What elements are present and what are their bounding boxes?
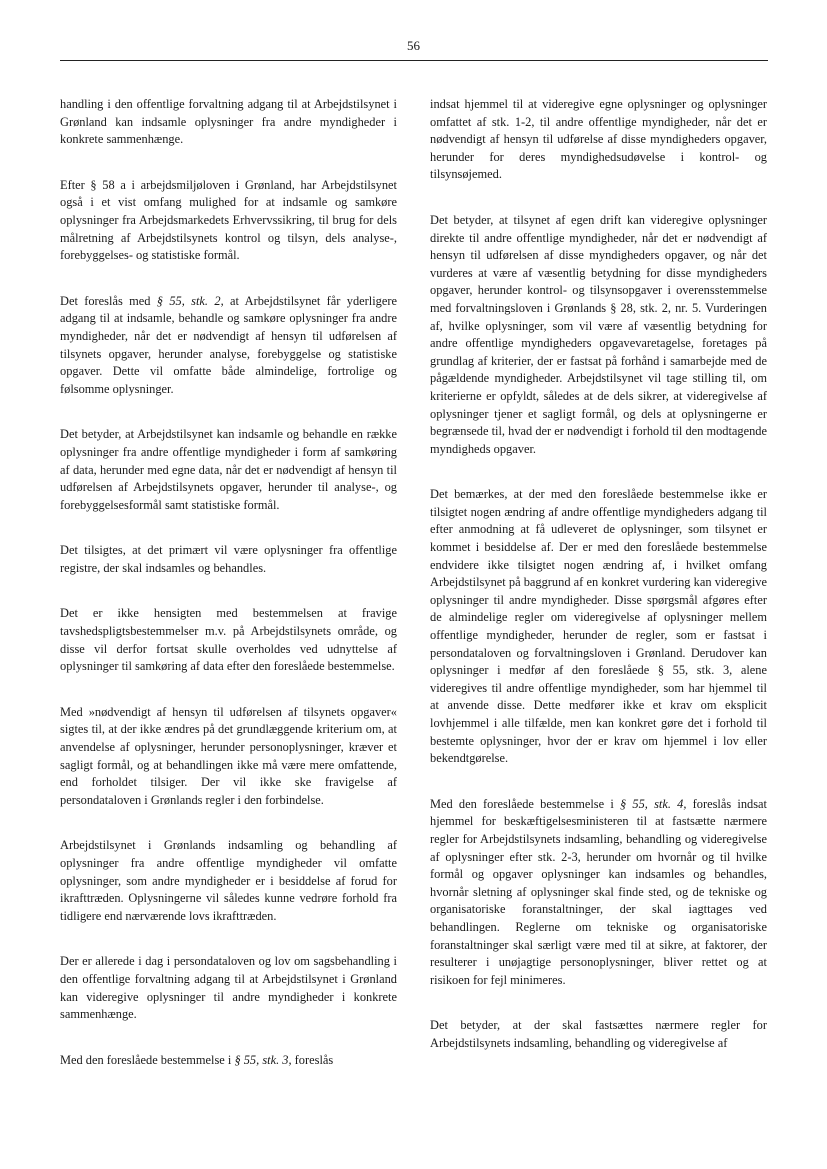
section-reference: § 55, stk. 2,	[156, 293, 224, 308]
right-column	[430, 96, 767, 1053]
paragraph-text: Det foreslås med	[60, 293, 157, 308]
paragraph-text: Med den foreslåede bestemmelse i	[60, 1052, 235, 1067]
section-reference: § 55, stk. 4,	[619, 796, 687, 811]
paragraph: handling i den offentlige forvaltning adgang til at Arbejdstilsynet i Grønland kan indsamle oplysninger fra andre myndigheder i konkrete sammenhænge.	[60, 97, 397, 147]
paragraph	[60, 1052, 397, 1070]
paragraph: Det betyder, at Arbejdstilsynet kan indsamle og behandle en række oplysninger fra andre offentlige myndigheder i form af samkøring af data, herunder med egne data, når det er nødvendigt af hensyn til udførelsen af Arbejdstilsynets opgaver, herunder til analyse-, og forebyggelsesformål samt statistiske formål.	[60, 427, 397, 512]
paragraph: indsat hjemmel til at videregive egne oplysninger og oplysninger omfattet af stk. 1-2, til andre offentlige myndigheder, når det er nødvendigt af hensyn til udførelse af disse myndigheders opgaver, herunder for deres myndighedsudøvelse i kontrol- og tilsynsøjemed.	[430, 97, 767, 182]
section-reference: § 55, stk. 3,	[234, 1052, 292, 1067]
header-rule	[60, 60, 768, 61]
paragraph: Med »nødvendigt af hensyn til udførelsen af tilsynets opgaver« sigtes til, at der ikke ændres på det grundlæggende kriterium om, at anvendelse af oplysninger, herunder personoplysninger, kræver et sagligt formål, og at behandlingen ikke må være mere omfattende, end forholdet tilsiger. Der vil ikke ske fravigelse af persondataloven i Grønlands regler i den forbindelse.	[60, 704, 397, 807]
paragraph-text: Med den foreslåede bestemmelse i	[430, 796, 620, 811]
paragraph-text: foreslås	[291, 1052, 334, 1067]
paragraph	[430, 796, 767, 990]
page-number: 56	[407, 38, 420, 53]
paragraph: Arbejdstilsynet i Grønlands indsamling og behandling af oplysninger fra andre offentlige myndigheder vil omfatte oplysninger, som andre myndigheder er i besiddelse af forud for ikrafttræden. Oplysningerne vil således kunne vedrøre forhold fra tidligere end nærværende lovs ikrafttræden.	[60, 838, 397, 923]
paragraph: Der er allerede i dag i persondataloven og lov om sagsbehandling i den offentlige forvaltning adgang til at Arbejdstilsynet i Grønland kan videregive oplysninger til andre myndigheder i konkrete sammenhænge.	[60, 954, 397, 1022]
paragraph	[60, 293, 397, 399]
left-column	[60, 96, 397, 1069]
paragraph: Det bemærkes, at der med den foreslåede bestemmelse ikke er tilsigtet nogen ændring af andre offentlige myndigheders adgang til efter anmodning at få udleveret de oplysninger, som tilsynet er kommet i besiddelse af. Der er med den foreslåede bestemmelse endvidere ikke tilsigtet nogen ændring af, i hvilket omfang Arbejdstilsynet på baggrund af en konkret vurdering kan videregive oplysninger til andre myndigheder. Disse spørgsmål afgøres efter de almindelige regler om videregivelse af oplysninger mellem offentlige myndigheder, herunder de regler, som er fastsat i persondataloven og forvaltningsloven i Grønland. Derudover kan oplysninger i medfør af den foreslåede § 55, stk. 3, alene videregives til andre offentlige myndigheder, som har hjemmel til at anvende disse. Dette medfører ikke et krav om eksplicit lovhjemmel i alle tilfælde, men kan konkret gøre det i forhold til bestemte oplysninger, hvor der er krav om hjemmel i lov eller bekendtgørelse.	[430, 487, 767, 766]
paragraph: Det betyder, at tilsynet af egen drift kan videregive oplysninger direkte til andre offentlige myndigheder, når det er nødvendigt af hensyn til udførelsen af disse myndigheders opgaver, og når det vurderes at være af væsentlig betydning for disse myndigheders opgaver, herunder kontrol- og tilsynsopgaver i overensstemmelse med forvaltningsloven i Grønlands § 28, stk. 2, nr. 5. Vurderingen af, hvilke oplysninger, som vil være af væsentlig betydning for andre offentlige myndigheders opgavevaretagelse, foretages på grundlag af kriterier, der er fastsat på forhånd i samarbejde med de pågældende myndigheder. Arbejdstilsynet vil tage stilling til, om kriterierne er opfyldt, således at de dels sikrer, at videregivelse af oplysninger tjener et sagligt formål, og dels at oplysningerne er begrænsede til, hvad der er nødvendigt i forhold til den modtagende myndigheds opgaver.	[430, 212, 767, 456]
paragraph: Det tilsigtes, at det primært vil være oplysninger fra offentlige registre, der skal indsamles og behandles.	[60, 543, 397, 575]
paragraph-text: foreslås indsat hjemmel for beskæftigelsesministeren til at fastsætte nærmere regler for Arbejdstilsynets indsamling, behandling og videregivelse af oplysninger efter stk. 2-3, herunder om hvornår og til hvilke formål og opgaver oplysninger kan indsamles og behandles, hvornår sletning af oplysninger skal finde sted, og de tekniske og organisatoriske foranstaltninger, der skal iagttages ved behandlingen. Reglerne om tekniske og organisatoriske foranstaltninger skal særligt være med til at sikre, at faktorer, der resulterer i unøjagtige personoplysninger, bliver rettet og at risikoen for fejl minimeres.	[430, 796, 767, 987]
paragraph: Det er ikke hensigten med bestemmelsen at fravige tavshedspligtsbestemmelser m.v. på Arbejdstilsynets område, og disse vil derfor fortsat skulle overholdes ved udnyttelse af oplysninger til samkøring af data efter den foreslåede bestemmelse.	[60, 606, 397, 674]
paragraph: Det betyder, at der skal fastsættes nærmere regler for Arbejdstilsynets indsamling, behandling og videregivelse af	[430, 1018, 767, 1050]
paragraph-text: at Arbejdstilsynet får yderligere adgang til at indsamle, behandle og samkøre oplysninger fra andre myndigheder, når det er nødvendigt af hensyn til udførelsen af tilsynets opgaver, herunder analyse, forebyggelse og statistiske opgaver. Dette vil omfatte både almindelige, fortrolige og følsomme oplysninger.	[60, 293, 397, 396]
paragraph: Efter § 58 a i arbejdsmiljøloven i Grønland, har Arbejdstilsynet også i et vist omfang mulighed for at indsamle og samkøre oplysninger fra Arbejdsmarkedets Erhvervssikring, til brug for dels målretning af Arbejdstilsynets kontrol og tilsyn, dels analyse-, forebyggelses- og statistiske formål.	[60, 177, 397, 263]
